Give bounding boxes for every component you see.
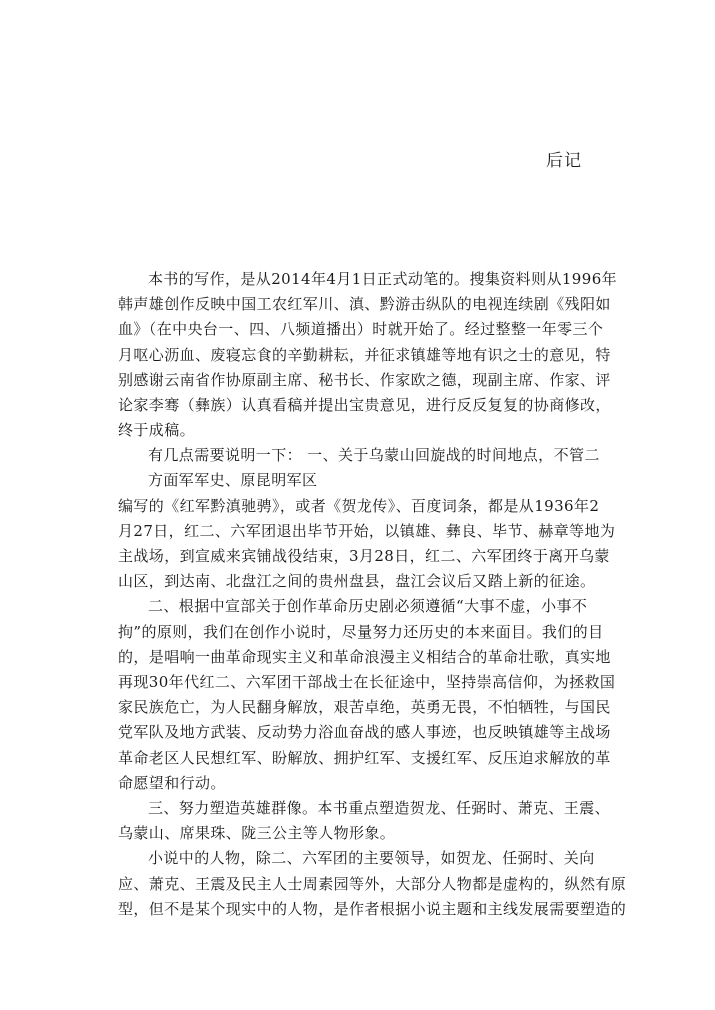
text-line: 终于成稿。 (118, 421, 196, 439)
text-line: 乌蒙山、席果珠、陇三公主等人物形象。 (118, 824, 396, 842)
text-line: 韩声雄创作反映中国工农红军川、滇、黔游击纵队的电视连续剧《残阳如 (118, 295, 611, 313)
text-line: 山区，到达南、北盘江之间的贵州盘县，盘江会议后又踏上新的征途。 (118, 572, 596, 590)
text-line: 再现30年代红二、六军团干部战士在长征途中，坚持崇高信仰，为拯救国 (118, 673, 616, 691)
text-line: 革命老区人民想红军、盼解放、拥护红军、支援红军、反压迫求解放的革 (118, 749, 611, 767)
text-line: 论家李骞（彝族）认真看稿并提出宝贵意见，进行反反复复的协商修改， (118, 396, 611, 414)
text-line: 型，但不是某个现实中的人物，是作者根据小说主题和主线发展需要塑造的 (118, 900, 627, 918)
text-line: 方面军军史、原昆明军区 (148, 471, 318, 489)
text-line: 党军队及地方武装、反动势力浴血奋战的感人事迹，也反映镇雄等主战场 (118, 723, 611, 741)
page-title: 后记 (546, 151, 582, 171)
text-line: 编写的《红军黔滇驰骋》，或者《贺龙传》、百度词条，都是从1936年2 (118, 497, 600, 515)
text-line: 月呕心沥血、废寝忘食的辛勤耕耘，并征求镇雄等地有识之士的意见，特 (118, 346, 611, 364)
text-line: 有几点需要说明一下： 一、关于乌蒙山回旋战的时间地点，不管二 (148, 446, 600, 464)
text-line: 主战场，到宣威来宾铺战役结束，3月28日，红二、六军团终于离开乌蒙 (118, 547, 610, 565)
text-line: 二、根据中宣部关于创作革命历史剧必须遵循“大事不虚，小事不 (148, 597, 588, 615)
text-line: 三、努力塑造英雄群像。本书重点塑造贺龙、任弼时、萧克、王震、 (148, 799, 611, 817)
text-line: 的，是唱响一曲革命现实主义和革命浪漫主义相结合的革命壮歌，真实地 (118, 648, 611, 666)
text-line: 命愿望和行动。 (118, 774, 226, 792)
text-line: 别感谢云南省作协原副主席、秘书长、作家欧之德，现副主席、作家、评 (118, 371, 611, 389)
text-line: 家民族危亡，为人民翻身解放，艰苦卓绝，英勇无畏，不怕牺牲，与国民 (118, 698, 611, 716)
text-line: 血》（在中央台一、四、八频道播出）时就开始了。经过整整一年零三个 (118, 320, 604, 338)
text-line: 拘”的原则，我们在创作小说时，尽量努力还历史的本来面目。我们的目 (118, 623, 604, 641)
text-line: 小说中的人物，除二、六军团的主要领导，如贺龙、任弼时、关向 (148, 849, 595, 867)
text-line: 本书的写作，是从2014年4月1日正式动笔的。搜集资料则从1996年 (148, 270, 618, 288)
text-line: 月27日，红二、六军团退出毕节开始，以镇雄、彝良、毕节、赫章等地为 (118, 522, 616, 540)
text-line: 应、萧克、王震及民主人士周素园等外，大部分人物都是虚构的，纵然有原 (118, 875, 627, 893)
